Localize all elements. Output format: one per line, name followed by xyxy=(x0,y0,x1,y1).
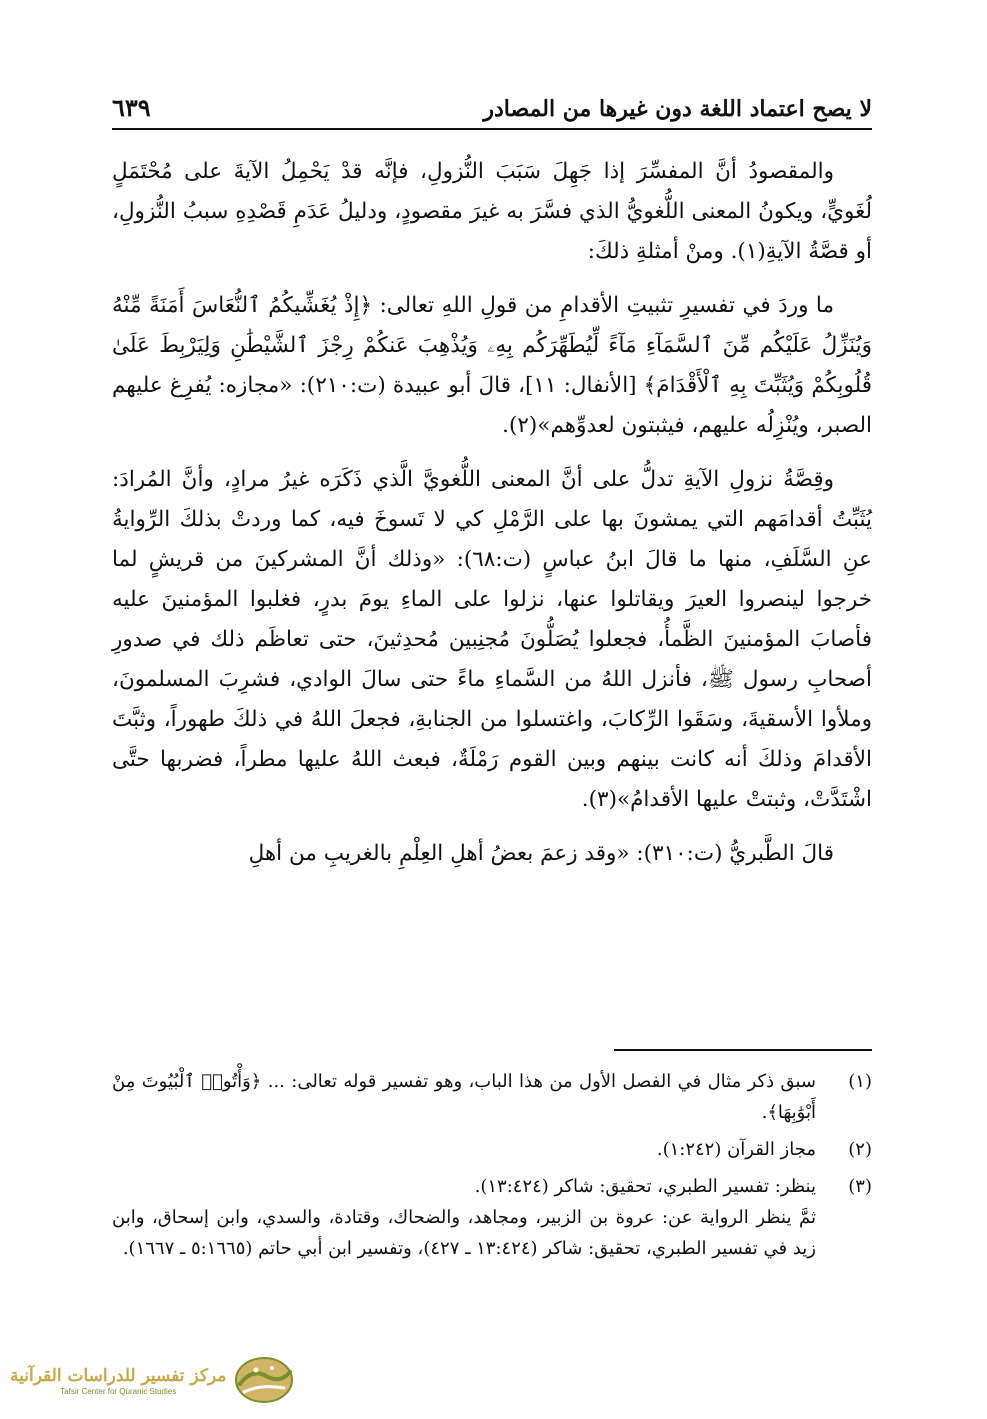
footnote-2 xyxy=(112,1134,872,1165)
footnote-line: سبق ذكر مثال في الفصل الأول من هذا الباب، وهو تفسير قوله تعالى: ... ﴿وَأْتُوا۟ ٱلْبُيُوتَ مِنْ أَبْوَٰبِهَا﴾. xyxy=(112,1071,816,1123)
footnote-number: (٣) xyxy=(848,1176,872,1197)
logo-english-name: Tafsir Center for Quranic Studies xyxy=(60,1386,177,1396)
footnote-number: (١) xyxy=(848,1071,872,1092)
footnote-3 xyxy=(112,1171,872,1264)
footnote-text xyxy=(112,1171,816,1264)
logo-arabic-name: مركز تفسير للدراسات القرآنية xyxy=(10,1365,227,1386)
page-number: ٦٣٩ xyxy=(112,93,151,122)
paragraph-2: ما وردَ في تفسيرِ تثبيتِ الأقدامِ من قولِ اللهِ تعالى: ﴿إِذْ يُغَشِّيكُمُ ٱلنُّعَاسَ أَمَنَةً مِّنْهُ وَيُنَزِّلُ عَلَيْكُم مِّنَ ٱلسَّمَآءِ مَآءً لِّيُطَهِّرَكُم بِهِۦ وَيُذْهِبَ عَنكُمْ رِجْزَ ٱلشَّيْطَٰنِ وَلِيَرْبِطَ عَلَىٰ قُلُوبِكُمْ وَيُثَبِّتَ بِهِ ٱلْأَقْدَامَ﴾ [الأنفال: ١١]، قالَ أبو عبيدة (ت:٢١٠): «مجازه: يُفرِغ عليهم الصبر، ويُنْزِلُه عليهم، فيثبتون لعدوِّهم»(٢). xyxy=(112,293,872,438)
page-header xyxy=(112,88,872,130)
paragraph-4: قالَ الطَّبريُّ (ت:٣١٠): «وقد زعمَ بعضُ أهلِ العِلْمِ بالغريبِ من أهلِ xyxy=(248,841,834,866)
footnote-line: ينظر: تفسير الطبري، تحقيق: شاكر (١٣:٤٢٤). xyxy=(474,1176,816,1197)
footnote-1 xyxy=(112,1066,872,1128)
paragraph-3: وقِصَّةُ نزولِ الآيةِ تدلُّ على أنَّ المعنى اللُّغويَّ الَّذي ذَكَرَه غيرُ مرادٍ، وأنَّ المُرادَ: يُثَبِّتُ أقدامَهم التي يمشونَ بها على الرَّمْلِ كي لا تَسوخَ فيه، كما وردتْ بذلكَ الرِّوايةُ عنِ السَّلَفِ، منها ما قالَ ابنُ عباسٍ (ت:٦٨): «وذلك أنَّ المشركينَ من قريشٍ لما خرجوا لينصروا العيرَ ويقاتلوا عنها، نزلوا على الماءِ يومَ بدرٍ، فغلبوا المؤمنينَ عليه فأصابَ المؤمنينَ الظَّمأُ، فجعلوا يُصَلُّونَ مُجنِبين مُحدِثينَ، حتى تعاظَم ذلك في صدورِ أصحابِ رسول ﷺ، فأنزل اللهُ من السَّماءِ ماءً حتى سالَ الوادي، فشرِبَ المسلمونَ، وملأوا الأسقيةَ، وسَقَوا الرِّكابَ، واغتسلوا من الجنابةِ، فجعلَ اللهُ في ذلكَ طهوراً، وثبَّتَ الأقدامَ وذلكَ أنه كانت بينهم وبين القوم رَمْلَةٌ، فبعث اللهُ عليها مطراً، فضربها حتَّى اشْتَدَّتْ، وثبتتْ عليها الأقدامُ»(٣). xyxy=(112,467,872,812)
footnotes xyxy=(112,1066,872,1270)
logo-text xyxy=(6,1365,226,1396)
publisher-logo xyxy=(6,1354,244,1406)
running-title: لا يصح اعتماد اللغة دون غيرها من المصادر xyxy=(483,96,872,122)
footnote-number: (٢) xyxy=(848,1139,872,1160)
footnote-text xyxy=(112,1134,816,1165)
footnote-line: ثمَّ ينظر الرواية عن: عروة بن الزبير، ومجاهد، والضحاك، وقتادة، والسدي، وابن إسحاق، وابن زيد في تفسير الطبري، تحقيق: شاكر (١٣:٤٢٤ ـ ٤٢٧)، وتفسير ابن أبي حاتم (٥:١٦٦٥ ـ ١٦٦٧). xyxy=(112,1207,816,1259)
tafsir-logo-icon xyxy=(226,1354,296,1406)
footnote-divider xyxy=(614,1049,872,1051)
main-text xyxy=(112,152,872,888)
paragraph-1: والمقصودُ أنَّ المفسِّرَ إذا جَهِلَ سَبَبَ النُّزولِ، فإنَّه قدْ يَحْمِلُ الآيةَ على مُحْتَمَلٍ لُغَويٍّ، ويكونُ المعنى اللُّغويُّ الذي فسَّرَ به غيرَ مقصودٍ، ودليلُ عَدَمِ قَصْدِهِ سببُ النُّزولِ، أو قصَّةُ الآيةِ(١). ومنْ أمثلةِ ذلكَ: xyxy=(112,159,872,264)
footnote-text xyxy=(112,1066,816,1128)
footnote-line: مجاز القرآن (١:٢٤٢). xyxy=(656,1139,816,1160)
